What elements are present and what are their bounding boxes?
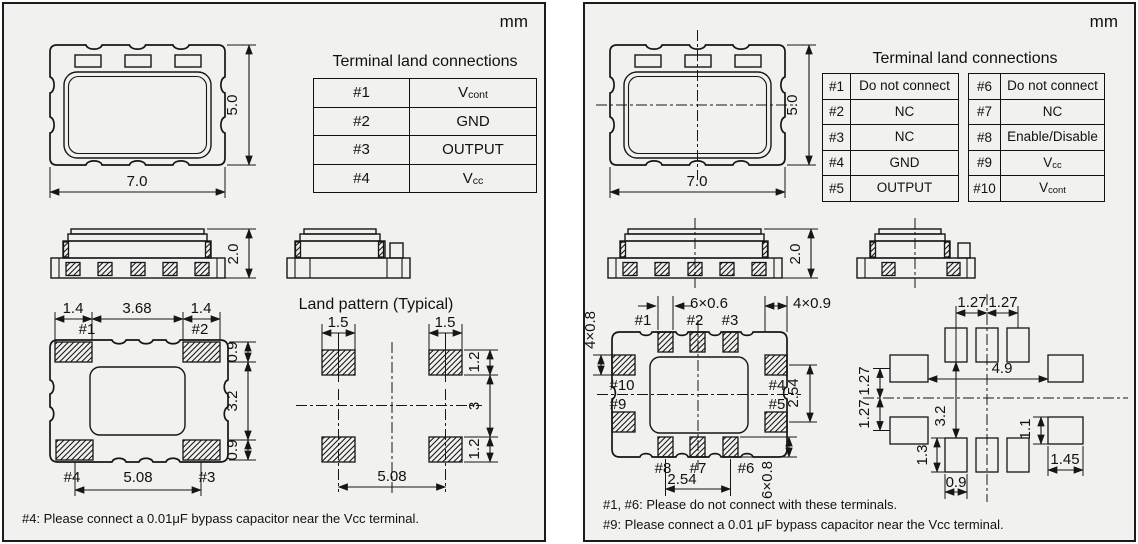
side-view-end — [287, 229, 410, 278]
connection-subscript: cont — [1048, 185, 1066, 197]
footnote: #1, #6: Please do not connect with these terminals. — [603, 497, 898, 512]
dimensions — [856, 294, 1083, 499]
land-pattern — [286, 294, 506, 510]
connection-cell — [851, 74, 959, 100]
table-row — [969, 176, 1105, 202]
connection-name: NC — [1042, 103, 1063, 119]
pin-label: #7 — [689, 460, 707, 477]
dimension-height — [784, 45, 816, 165]
dim-label: 4×0.9 — [793, 295, 831, 312]
pin-cell: #9 — [969, 150, 1001, 176]
dim-label: 3.68 — [122, 300, 152, 317]
dim-label: 5.0 — [784, 94, 801, 116]
dim-label: 1.27 — [856, 399, 873, 429]
land-pattern — [845, 292, 1135, 508]
pin-cell: #8 — [969, 125, 1001, 151]
connection-cell — [410, 79, 537, 108]
table-row — [969, 125, 1105, 151]
dimensions-right — [464, 350, 498, 462]
pin-cell: #3 — [823, 125, 851, 151]
terminal-table-a — [822, 73, 959, 202]
pin-cell: #7 — [969, 99, 1001, 125]
unit-label: mm — [499, 12, 528, 31]
pin-cell: #4 — [314, 164, 410, 193]
connection-cell — [1001, 74, 1105, 100]
connection-name: V — [462, 169, 473, 187]
dim-label: 1.45 — [1050, 451, 1080, 468]
dimension-span — [339, 468, 446, 487]
terminal-table-b — [968, 73, 1105, 202]
dim-label: 0.9 — [224, 341, 241, 363]
connection-name: V — [1039, 180, 1049, 196]
connection-name: OUTPUT — [442, 141, 504, 159]
dim-label: 5.08 — [123, 469, 153, 486]
dim-label: 1.27 — [957, 294, 987, 311]
dim-label: 1.3 — [914, 444, 931, 466]
connection-subscript: cont — [468, 89, 488, 102]
table-row — [969, 150, 1105, 176]
pin-label: #2 — [686, 312, 704, 329]
package-side-views — [593, 216, 1013, 292]
dim-label: 2.54 — [785, 378, 802, 408]
package-top-view — [34, 30, 269, 202]
table-row — [969, 74, 1105, 100]
terminal-table — [313, 78, 537, 193]
table-row — [969, 99, 1105, 125]
connection-name: OUTPUT — [876, 180, 933, 196]
table-row — [314, 107, 537, 136]
pin-label: #1 — [634, 312, 652, 329]
pin-label: #8 — [654, 460, 672, 477]
land-pattern-title: Land pattern (Typical) — [298, 296, 454, 313]
dim-label: 1.4 — [190, 300, 212, 317]
connection-cell — [1001, 150, 1105, 176]
dimension-height — [224, 45, 256, 165]
connection-name: NC — [894, 103, 915, 119]
dim-label: 0.9 — [224, 439, 241, 461]
pin-label: #5 — [768, 396, 786, 413]
connection-name: Enable/Disable — [1007, 129, 1098, 145]
table-row — [314, 136, 537, 165]
pin-cell: #5 — [823, 176, 851, 202]
side-view-front — [608, 218, 782, 288]
connection-cell — [851, 150, 959, 176]
dimensions-right — [224, 342, 256, 461]
connection-cell — [1001, 125, 1105, 151]
dim-label: 6×0.6 — [690, 295, 728, 312]
package-bottom-view — [582, 292, 835, 508]
pin-cell: #2 — [823, 99, 851, 125]
connection-name: V — [458, 84, 469, 102]
dim-label: 5.0 — [224, 94, 241, 116]
table-row — [823, 74, 959, 100]
dim-label: 2.0 — [787, 243, 804, 265]
table-row — [314, 79, 537, 108]
dim-label: 4×0.8 — [582, 311, 599, 349]
pin-label: #6 — [737, 460, 755, 477]
dim-label: 2.0 — [225, 243, 242, 265]
pin-label: #9 — [609, 396, 627, 413]
connection-cell — [851, 125, 959, 151]
pin-cell: #2 — [314, 107, 410, 136]
pin-cell: #3 — [314, 136, 410, 165]
connection-cell — [851, 99, 959, 125]
terminal-pads — [55, 342, 220, 460]
package-side-views — [34, 216, 464, 292]
dimensions-top — [55, 300, 220, 340]
table-row — [823, 125, 959, 151]
side-view-front — [51, 229, 225, 278]
table-title: Terminal land connections — [332, 53, 518, 70]
dim-label: 1.5 — [327, 314, 349, 331]
pin-cell: #10 — [969, 176, 1001, 202]
package-top-view — [594, 30, 834, 202]
dimension-thickness — [207, 229, 256, 278]
table-row — [314, 164, 537, 193]
dim-label: 4.9 — [991, 360, 1013, 377]
dim-label: 1.1 — [1017, 418, 1034, 440]
unit-label: mm — [1089, 12, 1118, 31]
pin-label: #2 — [191, 321, 209, 338]
table-row — [823, 176, 959, 202]
pin-label: #3 — [721, 312, 739, 329]
dim-label: 3.2 — [932, 405, 949, 427]
connection-cell — [1001, 176, 1105, 202]
panel-4pad-package — [2, 2, 546, 542]
pin-label: #10 — [609, 377, 635, 394]
footnote: #4: Please connect a 0.01μF bypass capacitor near the Vcc terminal. — [22, 511, 419, 526]
table-row — [823, 150, 959, 176]
dim-label: 6×0.8 — [759, 461, 776, 499]
connection-name: Do not connect — [859, 78, 950, 94]
dim-label: 0.9 — [945, 474, 967, 491]
dimension-width — [50, 167, 225, 198]
pin-label: #3 — [198, 469, 216, 486]
dim-label: 1.5 — [434, 314, 456, 331]
dim-label: 2.54 — [667, 471, 697, 488]
dim-label: 1.27 — [856, 366, 873, 396]
connection-name: NC — [894, 129, 915, 145]
dimension-thickness — [764, 229, 818, 278]
connection-cell — [410, 107, 537, 136]
pin-cell: #6 — [969, 74, 1001, 100]
dim-label: 1.2 — [466, 351, 483, 373]
connection-cell — [851, 176, 959, 202]
dim-label: 3.2 — [224, 390, 241, 412]
dim-label: 7.0 — [126, 173, 148, 190]
pin-label: #1 — [78, 321, 96, 338]
table-row — [823, 99, 959, 125]
pin-cell: #1 — [823, 74, 851, 100]
dim-label: 5.08 — [377, 468, 407, 485]
pin-cell: #1 — [314, 79, 410, 108]
connection-cell — [1001, 99, 1105, 125]
dim-label: 1.2 — [466, 438, 483, 460]
connection-cell — [410, 136, 537, 165]
connection-subscript: cc — [1052, 159, 1062, 171]
connection-subscript: cc — [472, 174, 484, 187]
connection-cell — [410, 164, 537, 193]
dim-label: 1.27 — [988, 294, 1018, 311]
pin-label: #4 — [63, 469, 81, 486]
connection-name: GND — [889, 154, 920, 170]
dimensions-bottom — [64, 462, 216, 496]
connection-name: Do not connect — [1007, 78, 1098, 94]
centerlines — [863, 294, 1128, 502]
dim-label: 3 — [466, 401, 483, 411]
dim-label: 1.4 — [62, 300, 84, 317]
connection-name: V — [1043, 154, 1053, 170]
pin-label: #4 — [768, 377, 786, 394]
package-bottom-view — [34, 294, 264, 510]
side-view-end — [857, 218, 975, 288]
panel-10pad-package — [583, 2, 1136, 542]
connection-name: GND — [456, 112, 490, 130]
pin-cell: #4 — [823, 150, 851, 176]
package-outline — [50, 45, 225, 165]
dim-label: 7.0 — [686, 173, 708, 190]
footnote: #9: Please connect a 0.01 μF bypass capacitor near the Vcc terminal. — [603, 517, 1004, 532]
table-title: Terminal land connections — [872, 50, 1058, 67]
